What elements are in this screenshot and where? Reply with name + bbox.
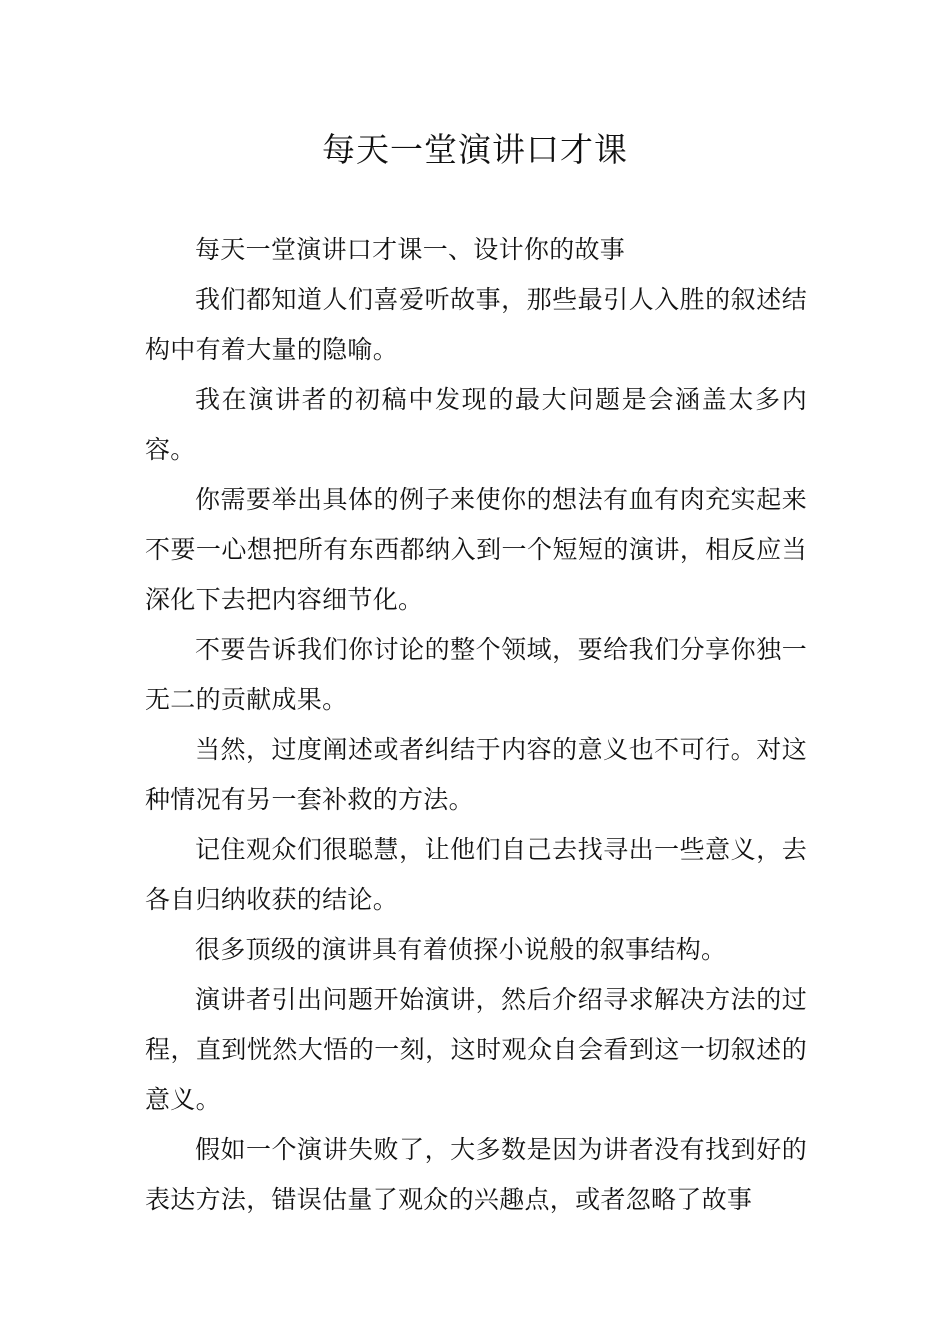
- paragraph: 你需要举出具体的例子来使你的想法有血有肉充实起来不要一心想把所有东西都纳入到一个短短的演讲，相反应当深化下去把内容细节化。: [145, 485, 807, 614]
- paragraph: 不要告诉我们你讨论的整个领域，要给我们分享你独一无二的贡献成果。: [145, 635, 807, 714]
- paragraph: 我们都知道人们喜爱听故事，那些最引人入胜的叙述结构中有着大量的隐喻。: [145, 285, 807, 364]
- paragraph: 当然，过度阐述或者纠结于内容的意义也不可行。对这种情况有另一套补救的方法。: [145, 735, 807, 814]
- paragraph: 很多顶级的演讲具有着侦探小说般的叙事结构。: [195, 935, 727, 964]
- paragraph: 记住观众们很聪慧，让他们自己去找寻出一些意义，去各自归纳收获的结论。: [145, 835, 807, 914]
- paragraph: 每天一堂演讲口才课一、设计你的故事: [195, 235, 626, 264]
- document-title: 每天一堂演讲口才课: [322, 130, 628, 169]
- paragraph: 假如一个演讲失败了，大多数是因为讲者没有找到好的表达方法，错误估量了观众的兴趣点，或者忽略了故事: [145, 1135, 807, 1214]
- paragraph: 我在演讲者的初稿中发现的最大问题是会涵盖太多内容。: [145, 385, 807, 464]
- document-body: [145, 225, 807, 1225]
- paragraph: 演讲者引出问题开始演讲，然后介绍寻求解决方法的过程，直到恍然大悟的一刻，这时观众自会看到这一切叙述的意义。: [145, 985, 807, 1114]
